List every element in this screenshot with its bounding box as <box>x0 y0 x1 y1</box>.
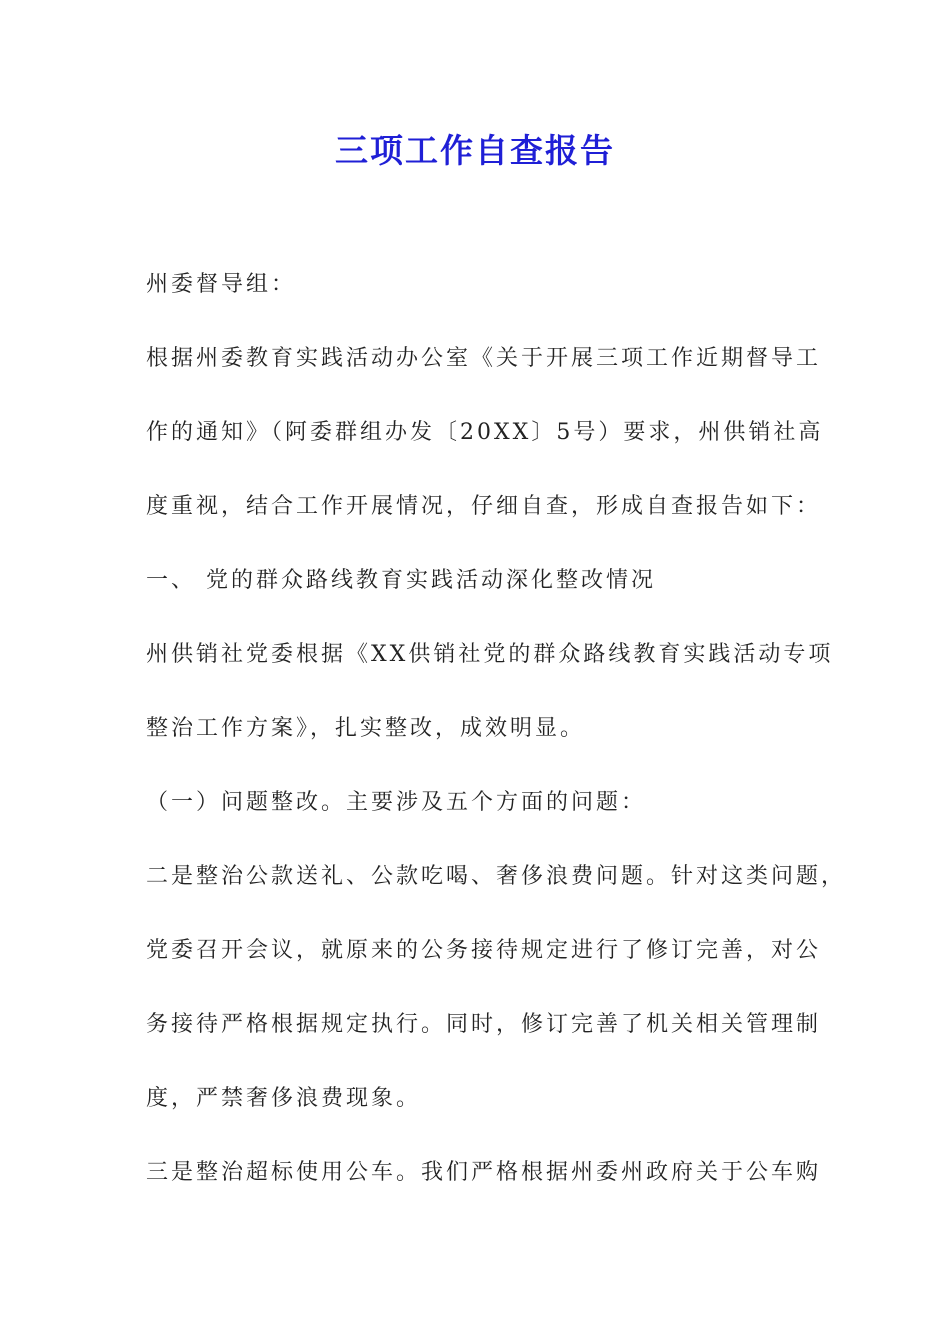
salutation: 州委督导组： <box>146 272 297 297</box>
document-title: 三项工作自查报告 <box>335 131 615 170</box>
body-line-9: 党委召开会议，就原来的公务接待规定进行了修订完善，对公 <box>146 938 822 963</box>
subsection-heading-1: （一）问题整改。主要涉及五个方面的问题： <box>146 790 647 815</box>
body-line-6: 整治工作方案》，扎实整改，成效明显。 <box>146 716 586 741</box>
body-line-5: 州供销社党委根据《XX供销社党的群众路线教育实践活动专项 <box>146 642 834 667</box>
body-line-8: 二是整治公款送礼、公款吃喝、奢侈浪费问题。针对这类问题， <box>146 864 847 889</box>
section-heading-1: 一、 党的群众路线教育实践活动深化整改情况 <box>146 568 656 593</box>
body-line-3: 度重视，结合工作开展情况，仔细自查，形成自查报告如下： <box>146 494 822 519</box>
body-line-1: 根据州委教育实践活动办公室《关于开展三项工作近期督导工 <box>146 346 822 371</box>
body-line-12: 三是整治超标使用公车。我们严格根据州委州政府关于公车购 <box>146 1160 822 1185</box>
body-line-10: 务接待严格根据规定执行。同时，修订完善了机关相关管理制 <box>146 1012 822 1037</box>
body-line-2: 作的通知》（阿委群组办发〔20XX〕5号）要求，州供销社高 <box>146 420 824 445</box>
body-line-11: 度，严禁奢侈浪费现象。 <box>146 1086 422 1111</box>
